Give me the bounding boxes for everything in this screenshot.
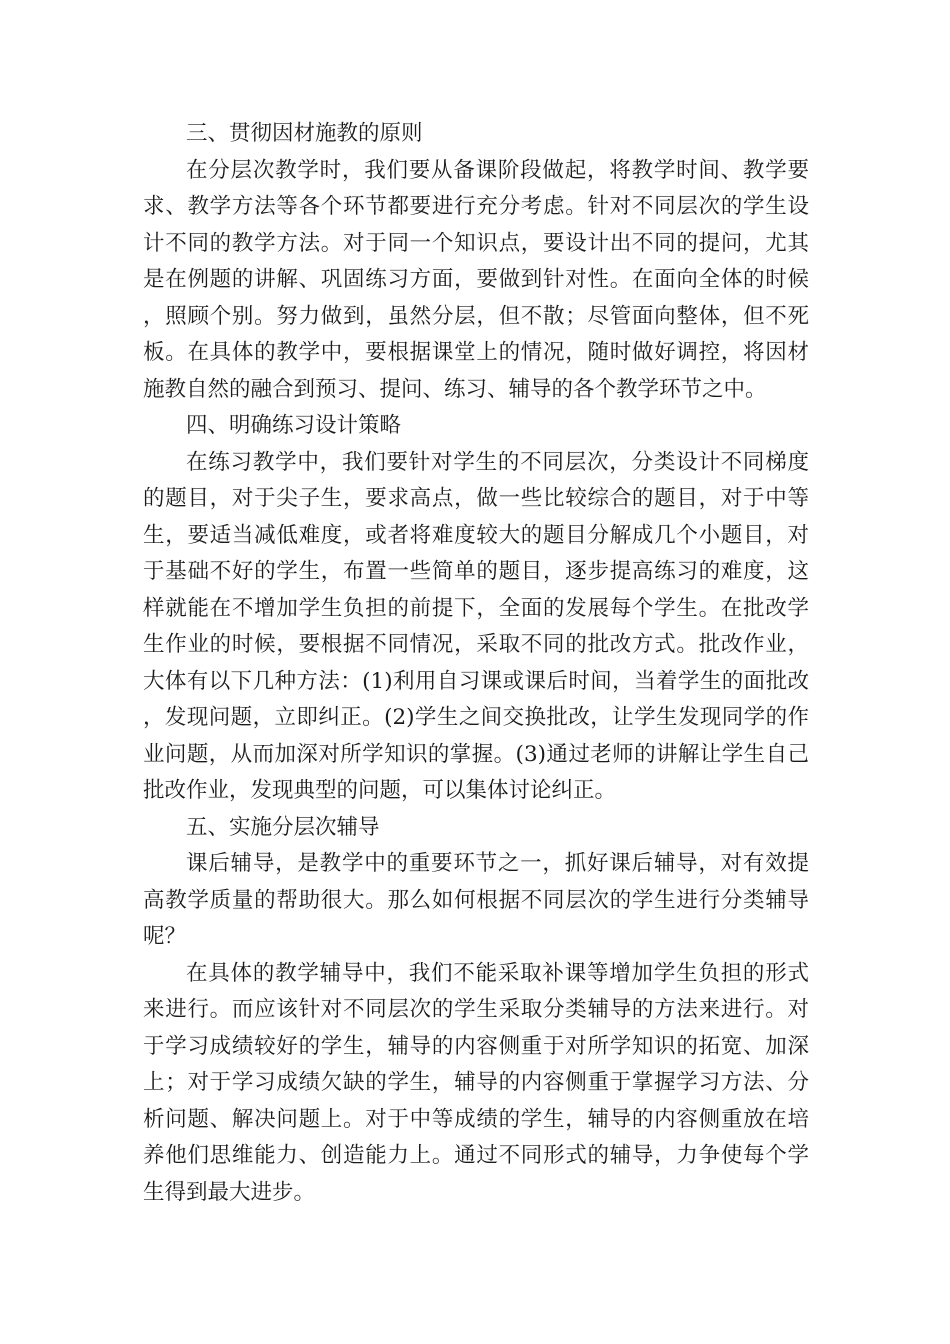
section-heading-3: 三、贯彻因材施教的原则 <box>186 121 423 146</box>
section-heading-4: 四、明确练习设计策略 <box>186 413 402 438</box>
section-heading-5: 五、实施分层次辅导 <box>186 814 380 840</box>
section-3-paragraph: 在分层次教学时，我们要从备课阶段做起，将教学时间、教学要求、教学方法等各个环节都要进行充分考虑。针对不同层次的学生设计不同的教学方法。对于同一个知识点，要设计出不同的提问，尤其是在例题的讲解、巩固练习方面，要做到针对性。在面向全体的时候，照顾个别。努力做到，虽然分层，但不散；尽管面向整体，但不死板。在具体的教学中，要根据课堂上的情况，随时做好调控，将因材施教自然的融合到预习、提问、练习、辅导的各个教学环节之中。 <box>143 157 809 402</box>
document-body <box>143 116 809 1211</box>
section-4-paragraph: 在练习教学中，我们要针对学生的不同层次，分类设计不同梯度的题目，对于尖子生，要求高点，做一些比较综合的题目，对于中等生，要适当减低难度，或者将难度较大的题目分解成几个小题目，对于基础不好的学生，布置一些简单的题目，逐步提高练习的难度，这样就能在不增加学生负担的前提下，全面的发展每个学生。在批改学生作业的时候，要根据不同情况，采取不同的批改方式。批改作业，大体有以下几种方法：(1)利用自习课或课后时间，当着学生的面批改，发现问题，立即纠正。(2)学生之间交换批改，让学生发现同学的作业问题，从而加深对所学知识的掌握。(3)通过老师的讲解让学生自己批改作业，发现典型的问题，可以集体讨论纠正。 <box>143 449 809 803</box>
section-5-paragraph-1: 课后辅导，是教学中的重要环节之一，抓好课后辅导，对有效提高教学质量的帮助很大。那么如何根据不同层次的学生进行分类辅导呢？ <box>143 851 809 949</box>
section-5-paragraph-2: 在具体的教学辅导中，我们不能采取补课等增加学生负担的形式来进行。而应该针对不同层次的学生采取分类辅导的方法来进行。对于学习成绩较好的学生，辅导的内容侧重于对所学知识的拓宽、加深上；对于学习成绩欠缺的学生，辅导的内容侧重于掌握学习方法、分析问题、解决问题上。对于中等成绩的学生，辅导的内容侧重放在培养他们思维能力、创造能力上。通过不同形式的辅导，力争使每个学生得到最大进步。 <box>143 960 809 1205</box>
